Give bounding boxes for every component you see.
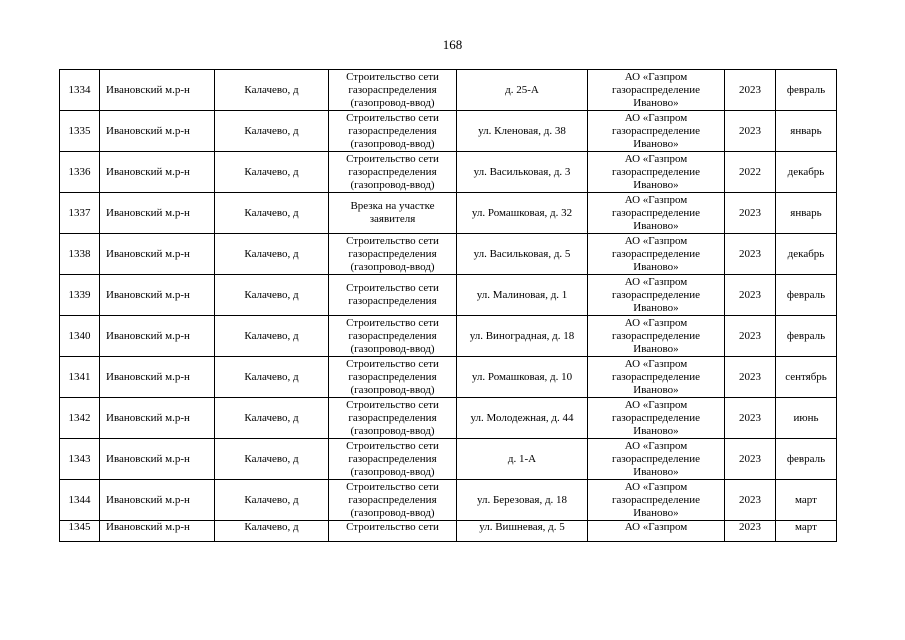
address-cell: ул. Виноградная, д. 18 — [457, 316, 588, 357]
month-cell: февраль — [776, 316, 837, 357]
locality-cell: Калачево, д — [215, 316, 329, 357]
work-type-cell: Строительство сети газораспределения (газопровод-ввод) — [329, 70, 457, 111]
month-cell: март — [776, 521, 837, 542]
work-type-cell: Строительство сети газораспределения (газопровод-ввод) — [329, 111, 457, 152]
table-row — [60, 480, 837, 521]
month-cell: март — [776, 480, 837, 521]
district-cell: Ивановский м.р-н — [100, 398, 215, 439]
locality-cell: Калачево, д — [215, 357, 329, 398]
row-number: 1338 — [60, 234, 100, 275]
district-cell: Ивановский м.р-н — [100, 193, 215, 234]
table-row — [60, 521, 837, 542]
objects-table-container — [59, 69, 836, 542]
row-number: 1334 — [60, 70, 100, 111]
month-cell: декабрь — [776, 234, 837, 275]
address-cell: ул. Березовая, д. 18 — [457, 480, 588, 521]
district-cell: Ивановский м.р-н — [100, 316, 215, 357]
table-row — [60, 234, 837, 275]
work-type-cell: Строительство сети газораспределения (газопровод-ввод) — [329, 398, 457, 439]
month-cell: февраль — [776, 275, 837, 316]
work-type-cell: Строительство сети газораспределения (газопровод-ввод) — [329, 316, 457, 357]
table-row — [60, 152, 837, 193]
year-cell: 2023 — [725, 521, 776, 542]
month-cell: январь — [776, 111, 837, 152]
locality-cell: Калачево, д — [215, 275, 329, 316]
year-cell: 2023 — [725, 439, 776, 480]
row-number: 1335 — [60, 111, 100, 152]
month-cell: сентябрь — [776, 357, 837, 398]
district-cell: Ивановский м.р-н — [100, 480, 215, 521]
address-cell: ул. Кленовая, д. 38 — [457, 111, 588, 152]
month-cell: февраль — [776, 70, 837, 111]
year-cell: 2023 — [725, 111, 776, 152]
month-cell: январь — [776, 193, 837, 234]
locality-cell: Калачево, д — [215, 193, 329, 234]
locality-cell: Калачево, д — [215, 152, 329, 193]
work-type-cell: Строительство сети газораспределения — [329, 275, 457, 316]
row-number: 1345 — [60, 521, 100, 542]
table-row — [60, 275, 837, 316]
district-cell: Ивановский м.р-н — [100, 152, 215, 193]
year-cell: 2022 — [725, 152, 776, 193]
work-type-cell: Строительство сети — [329, 521, 457, 542]
district-cell: Ивановский м.р-н — [100, 234, 215, 275]
district-cell: Ивановский м.р-н — [100, 521, 215, 542]
locality-cell: Калачево, д — [215, 111, 329, 152]
locality-cell: Калачево, д — [215, 480, 329, 521]
table-row — [60, 439, 837, 480]
row-number: 1343 — [60, 439, 100, 480]
year-cell: 2023 — [725, 234, 776, 275]
page-number: 168 — [442, 37, 463, 52]
work-type-cell: Строительство сети газораспределения (газопровод-ввод) — [329, 152, 457, 193]
row-number: 1342 — [60, 398, 100, 439]
organization-cell: АО «Газпром — [588, 521, 725, 542]
organization-cell: АО «Газпром газораспределение Иваново» — [588, 111, 725, 152]
table-row — [60, 357, 837, 398]
locality-cell: Калачево, д — [215, 439, 329, 480]
year-cell: 2023 — [725, 70, 776, 111]
district-cell: Ивановский м.р-н — [100, 357, 215, 398]
district-cell: Ивановский м.р-н — [100, 275, 215, 316]
month-cell: февраль — [776, 439, 837, 480]
work-type-cell: Строительство сети газораспределения (газопровод-ввод) — [329, 357, 457, 398]
table-row — [60, 111, 837, 152]
locality-cell: Калачево, д — [215, 234, 329, 275]
year-cell: 2023 — [725, 480, 776, 521]
row-number: 1339 — [60, 275, 100, 316]
organization-cell: АО «Газпром газораспределение Иваново» — [588, 70, 725, 111]
work-type-cell: Строительство сети газораспределения (газопровод-ввод) — [329, 234, 457, 275]
objects-table — [59, 69, 837, 542]
row-number: 1336 — [60, 152, 100, 193]
month-cell: декабрь — [776, 152, 837, 193]
organization-cell: АО «Газпром газораспределение Иваново» — [588, 480, 725, 521]
organization-cell: АО «Газпром газораспределение Иваново» — [588, 193, 725, 234]
year-cell: 2023 — [725, 193, 776, 234]
organization-cell: АО «Газпром газораспределение Иваново» — [588, 357, 725, 398]
organization-cell: АО «Газпром газораспределение Иваново» — [588, 275, 725, 316]
address-cell: ул. Васильковая, д. 5 — [457, 234, 588, 275]
row-number: 1337 — [60, 193, 100, 234]
table-row — [60, 316, 837, 357]
address-cell: ул. Васильковая, д. 3 — [457, 152, 588, 193]
address-cell: ул. Малиновая, д. 1 — [457, 275, 588, 316]
district-cell: Ивановский м.р-н — [100, 439, 215, 480]
table-row — [60, 70, 837, 111]
table-row — [60, 193, 837, 234]
work-type-cell: Строительство сети газораспределения (газопровод-ввод) — [329, 439, 457, 480]
row-number: 1340 — [60, 316, 100, 357]
work-type-cell: Врезка на участке заявителя — [329, 193, 457, 234]
table-row — [60, 398, 837, 439]
year-cell: 2023 — [725, 357, 776, 398]
address-cell: д. 1-А — [457, 439, 588, 480]
year-cell: 2023 — [725, 316, 776, 357]
address-cell: ул. Молодежная, д. 44 — [457, 398, 588, 439]
month-cell: июнь — [776, 398, 837, 439]
organization-cell: АО «Газпром газораспределение Иваново» — [588, 234, 725, 275]
address-cell: ул. Вишневая, д. 5 — [457, 521, 588, 542]
row-number: 1341 — [60, 357, 100, 398]
locality-cell: Калачево, д — [215, 398, 329, 439]
locality-cell: Калачево, д — [215, 521, 329, 542]
organization-cell: АО «Газпром газораспределение Иваново» — [588, 439, 725, 480]
locality-cell: Калачево, д — [215, 70, 329, 111]
row-number: 1344 — [60, 480, 100, 521]
year-cell: 2023 — [725, 398, 776, 439]
district-cell: Ивановский м.р-н — [100, 111, 215, 152]
organization-cell: АО «Газпром газораспределение Иваново» — [588, 316, 725, 357]
address-cell: ул. Ромашковая, д. 10 — [457, 357, 588, 398]
address-cell: ул. Ромашковая, д. 32 — [457, 193, 588, 234]
address-cell: д. 25-А — [457, 70, 588, 111]
organization-cell: АО «Газпром газораспределение Иваново» — [588, 152, 725, 193]
organization-cell: АО «Газпром газораспределение Иваново» — [588, 398, 725, 439]
year-cell: 2023 — [725, 275, 776, 316]
work-type-cell: Строительство сети газораспределения (газопровод-ввод) — [329, 480, 457, 521]
district-cell: Ивановский м.р-н — [100, 70, 215, 111]
